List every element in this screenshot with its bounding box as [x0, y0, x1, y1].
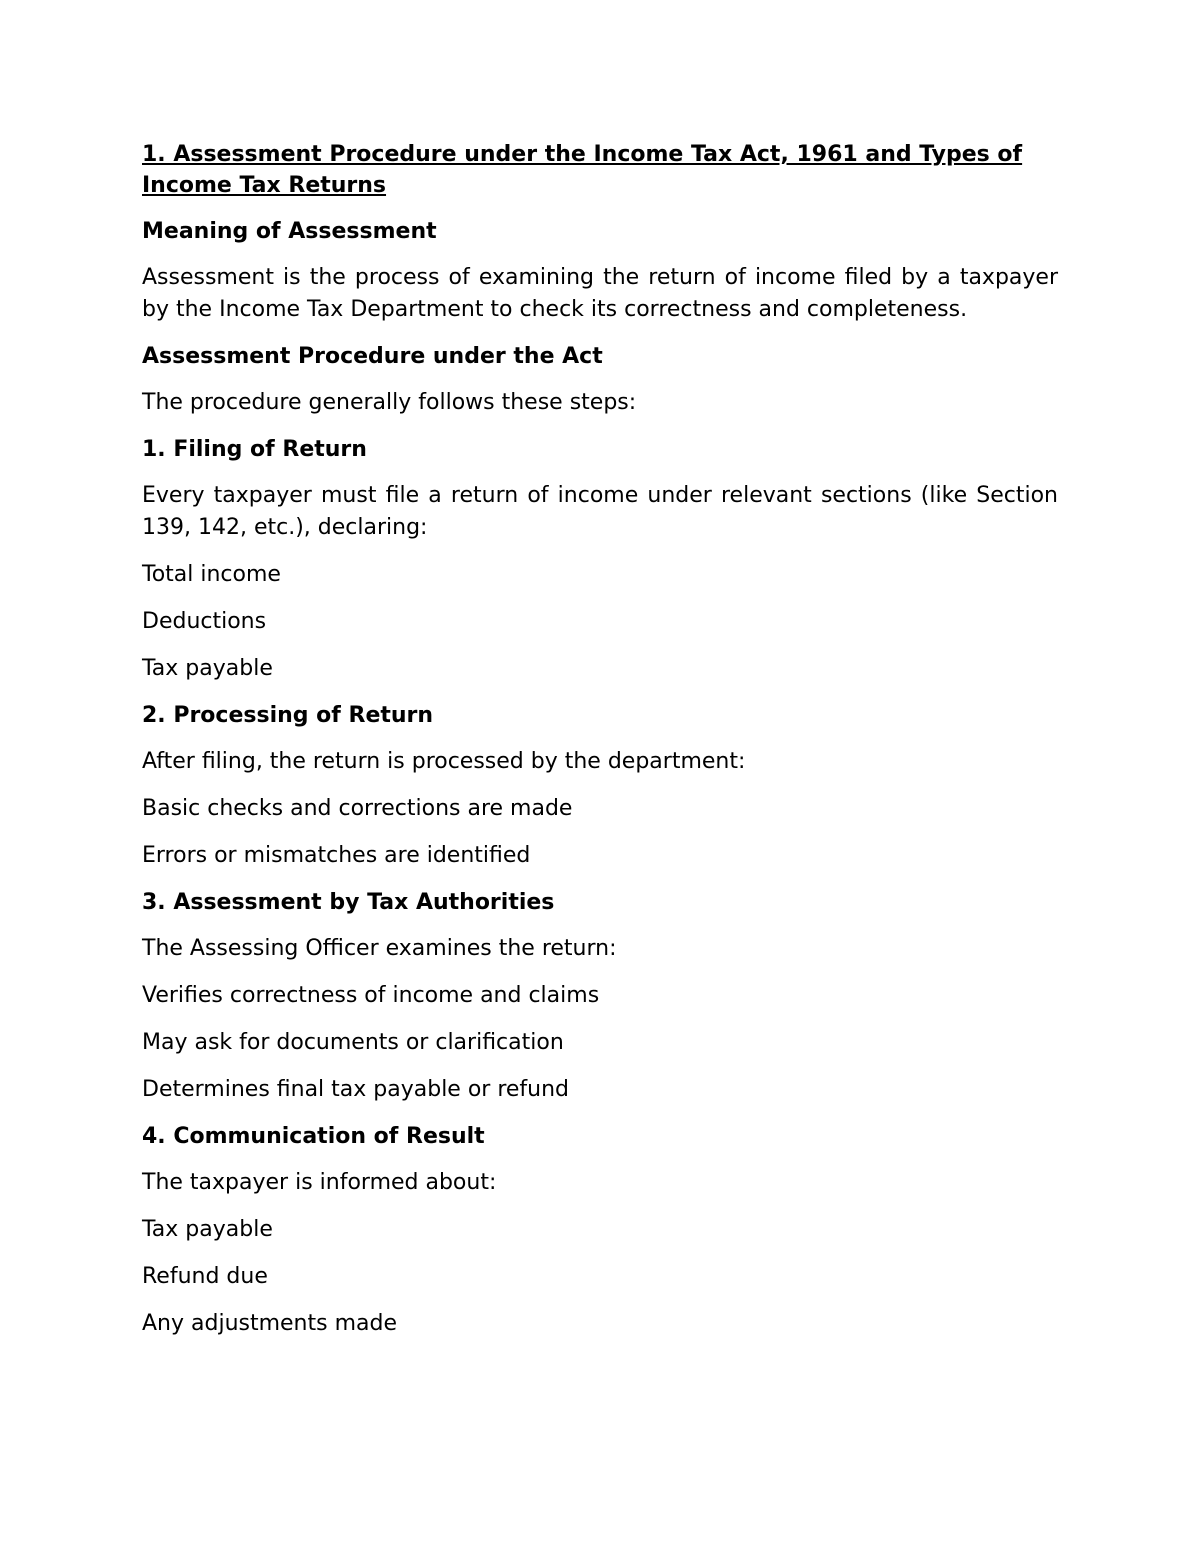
step-heading: 3. Assessment by Tax Authorities [142, 890, 555, 915]
step-intro: The taxpayer is informed about: [142, 1170, 497, 1195]
list-item: Basic checks and corrections are made [142, 796, 573, 821]
step-intro: Every taxpayer must file a return of income under relevant sections (like Section 139, 142, etc.), declaring: [142, 483, 1058, 540]
meaning-heading: Meaning of Assessment [142, 219, 437, 244]
procedure-intro: The procedure generally follows these steps: [142, 390, 637, 415]
step-intro: The Assessing Officer examines the return: [142, 936, 617, 961]
step-heading: 2. Processing of Return [142, 703, 434, 728]
list-item: Errors or mismatches are identified [142, 843, 531, 868]
list-item: Tax payable [142, 656, 273, 681]
list-item: Any adjustments made [142, 1311, 397, 1336]
list-item: Determines final tax payable or refund [142, 1077, 570, 1102]
list-item: Deductions [142, 609, 267, 634]
list-item: May ask for documents or clarification [142, 1030, 564, 1055]
meaning-paragraph: Assessment is the process of examining the return of income filed by a taxpayer by the Income Tax Department to check its correctness and completeness. [142, 265, 1058, 322]
step-intro: After filing, the return is processed by the department: [142, 749, 746, 774]
procedure-heading: Assessment Procedure under the Act [142, 344, 603, 369]
document-page [142, 139, 1058, 1355]
list-item: Tax payable [142, 1217, 273, 1242]
document-title: 1. Assessment Procedure under the Income Tax Act, 1961 and Types of Income Tax Returns [142, 142, 1023, 198]
step-heading: 1. Filing of Return [142, 437, 367, 462]
list-item: Verifies correctness of income and claims [142, 983, 600, 1008]
list-item: Refund due [142, 1264, 268, 1289]
list-item: Total income [142, 562, 281, 587]
step-heading: 4. Communication of Result [142, 1124, 485, 1149]
